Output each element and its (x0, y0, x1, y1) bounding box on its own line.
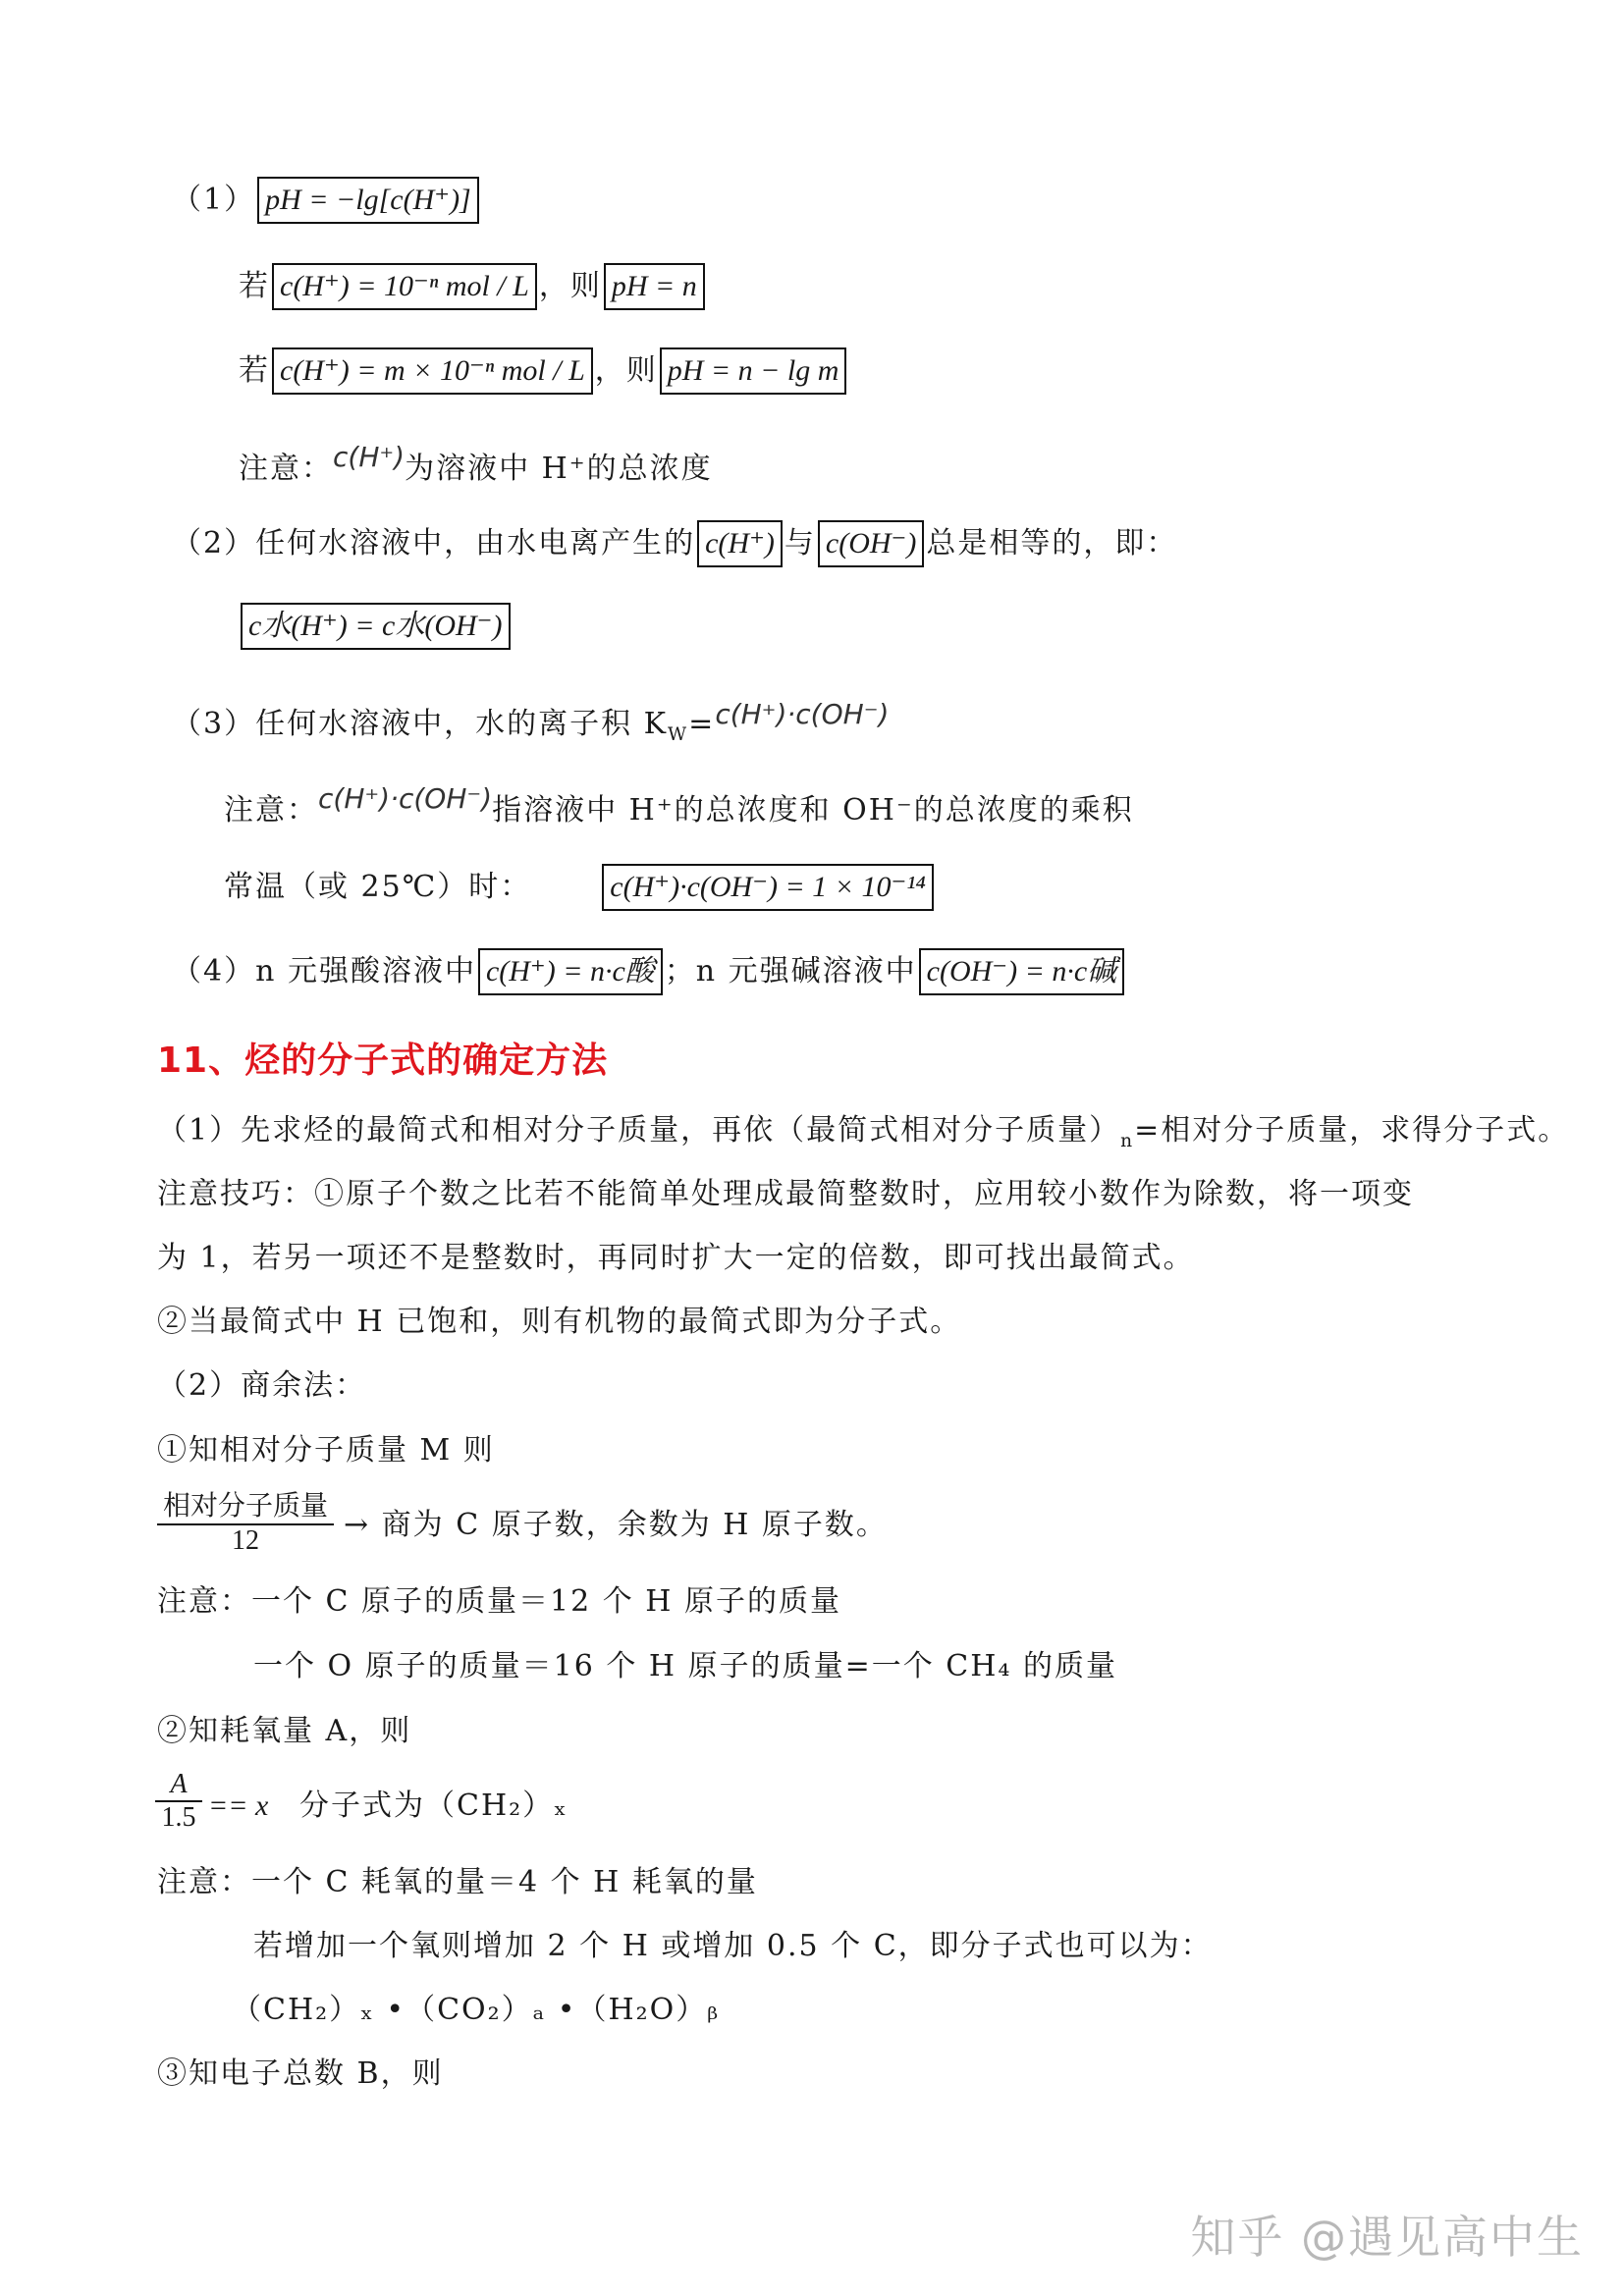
p3-line: 为 1，若另一项还不是整数时，再同时扩大一定的倍数，即可找出最简式。 (157, 1241, 1195, 1275)
note2-label: 注意： (224, 793, 318, 828)
note1-handwritten-formula: c(H⁺) (333, 441, 406, 473)
item2-text-b: 与 (784, 526, 816, 561)
item4-line (172, 948, 1126, 995)
item3-sub: W (668, 724, 689, 745)
fraction-a-over-1-5 (155, 1769, 202, 1834)
kw-value-box: c(H⁺)·c(OH⁻) = 1 × 10⁻¹⁴ (602, 864, 934, 911)
note1-line (239, 441, 713, 489)
base-box: c(OH⁻) = n·c碱 (919, 948, 1125, 995)
item1-label: （1） (172, 183, 256, 217)
if2-line (239, 347, 848, 395)
fraction1-denominator: 12 (232, 1525, 259, 1556)
room-temp-label: 常温（或 25℃）时： (224, 870, 532, 904)
p13-line: ③知电子总数 B，则 (157, 2056, 444, 2091)
if2-prefix: 若 (239, 353, 270, 388)
p1-sub: n (1120, 1131, 1135, 1151)
item2-line (172, 520, 1177, 567)
kw-handwritten-formula: c(H⁺)·c(OH⁻) (715, 698, 890, 730)
if2-result-box: pH = n − lg m (660, 347, 847, 395)
note1-label: 注意： (239, 452, 333, 486)
if2-condition-box: c(H⁺) = m × 10⁻ⁿ mol / L (272, 347, 593, 395)
fraction2-equals: == x (208, 1789, 269, 1822)
watermark: 知乎 @遇见高中生 (1190, 2211, 1584, 2264)
ph-formula-box: pH = −lg[c(H⁺)] (257, 177, 479, 224)
note2-text: 指溶液中 H⁺的总浓度和 OH⁻的总浓度的乘积 (492, 793, 1134, 828)
p10-line: 注意：一个 C 耗氧的量＝4 个 H 耗氧的量 (157, 1865, 758, 1899)
water-equality-box: c水(H⁺) = c水(OH⁻) (241, 603, 511, 650)
item3-line (172, 698, 890, 755)
p8-line: 一个 O 原子的质量＝16 个 H 原子的质量=一个 CH₄ 的质量 (253, 1649, 1117, 1683)
fraction2-text: 分子式为（CH₂）ₓ (299, 1789, 568, 1823)
p6-line: ①知相对分子质量 M 则 (157, 1433, 495, 1468)
if1-result-box: pH = n (604, 263, 705, 310)
note1-text: 为溶液中 H⁺的总浓度 (405, 452, 713, 486)
p5-line: （2）商余法： (157, 1368, 367, 1403)
item3-text: （3）任何水溶液中，水的离子积 K (172, 707, 669, 741)
item2-h-box: c(H⁺) (697, 520, 783, 567)
item2-formula-line (239, 603, 513, 650)
acid-box: c(H⁺) = n·c酸 (478, 948, 663, 995)
p11-line: 若增加一个氧则增加 2 个 H 或增加 0.5 个 C，即分子式也可以为： (253, 1929, 1213, 1963)
note2-line (224, 782, 1134, 830)
p1-text-b: =相对分子质量，求得分子式。 (1134, 1113, 1570, 1148)
p12-line: （CH₂）ₓ •（CO₂）ₐ •（H₂O）ᵦ (232, 1993, 721, 2027)
p2-line: 注意技巧：①原子个数之比若不能简单处理成最简整数时，应用较小数作为除数，将一项变 (157, 1177, 1414, 1211)
fraction2-numerator: A (155, 1769, 202, 1802)
if1-prefix: 若 (239, 269, 270, 303)
fraction2-denominator: 1.5 (161, 1802, 196, 1833)
item1-line (172, 177, 481, 224)
section-heading: 11、烃的分子式的确定方法 (157, 1041, 609, 1081)
p9-line: ②知耗氧量 A，则 (157, 1714, 412, 1748)
note2-handwritten-formula: c(H⁺)·c(OH⁻) (318, 782, 493, 815)
item4-text-a: （4）n 元强酸溶液中 (172, 954, 476, 988)
item3-eq: = (688, 707, 716, 741)
if1-then: ，则 (538, 269, 602, 303)
item2-text-c: 总是相等的，即： (926, 526, 1178, 561)
p1-text-a: （1）先求烃的最简式和相对分子质量，再依（最简式相对分子质量） (157, 1113, 1121, 1148)
fraction1-text: → 商为 C 原子数，余数为 H 原子数。 (344, 1508, 888, 1542)
p1-line (157, 1111, 1569, 1161)
p7-line: 注意：一个 C 原子的质量＝12 个 H 原子的质量 (157, 1584, 841, 1619)
if2-then: ，则 (594, 353, 658, 388)
fraction-mass-over-12 (157, 1484, 334, 1557)
if1-condition-box: c(H⁺) = 10⁻ⁿ mol / L (272, 263, 537, 310)
room-temp-line (224, 864, 936, 911)
p4-line: ②当最简式中 H 已饱和，则有机物的最简式即为分子式。 (157, 1305, 962, 1339)
if1-line (239, 263, 707, 310)
item4-text-b: ；n 元强碱溶液中 (664, 954, 917, 988)
item2-oh-box: c(OH⁻) (818, 520, 924, 567)
fraction1-numerator: 相对分子质量 (157, 1484, 334, 1525)
item2-text-a: （2）任何水溶液中，由水电离产生的 (172, 526, 696, 561)
